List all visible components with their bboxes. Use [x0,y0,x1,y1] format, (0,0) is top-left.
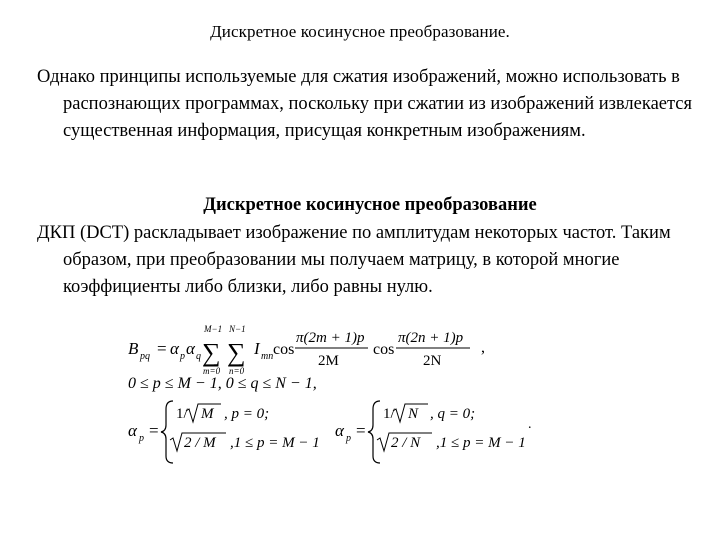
dct-paragraph: ДКП (DCT) раскладывает изображение по амплитудам некоторых частот. Таким образом, при преобразовании мы получаем матрицу, в которой многие коэффициенты либо близки, либо равны нулю. [37,223,671,297]
alpha-p-brace [161,401,173,463]
alpha-p-case1-radicand: M [201,406,214,422]
alpha-p-sub: p [139,433,144,444]
formula-alpha-q: α [186,339,195,358]
alpha-q-case2-radicand: 2 / N [391,435,421,451]
section-heading: Дискретное косинусное преобразование [203,195,537,215]
alpha-p-case1-prefix: 1/ [176,406,188,422]
alpha-q-case2-condition: ,1 ≤ p = M − 1 [436,435,526,451]
frac1-numerator: π(2m + 1)p [296,330,365,346]
alpha-q-case1-condition: , q = 0; [430,406,476,422]
formula-lhs: B [128,339,139,358]
alpha-p-case2-radicand: 2 / M [184,435,216,451]
alpha-p-case1-condition: , p = 0; [224,406,270,422]
formula-I-sub: mn [261,351,274,362]
sum2-upper-limit: N−1 [229,324,246,334]
alpha-q-brace [368,401,380,463]
formula-alpha-q-sub: q [196,351,201,362]
sum1-sigma: ∑ [202,338,221,367]
formula-cos-1: cos [273,341,295,358]
alpha-q-symbol: α [335,421,344,440]
frac1-denominator: 2M [318,353,339,369]
alpha-q-equals: = [356,421,366,440]
alpha-q-sub: p [346,433,351,444]
frac2-denominator: 2N [423,353,442,369]
formula-alpha-p-sub: p [180,351,185,362]
formula-I: I [254,339,260,358]
formula-lhs-subscript: pq [140,351,150,362]
formula-comma: , [481,339,485,356]
formula-end-dot: . [528,417,532,432]
alpha-p-symbol: α [128,421,137,440]
alpha-p-case2-condition: ,1 ≤ p = M − 1 [230,435,320,451]
sum2-lower-limit: n=0 [229,366,245,376]
sum2-sigma: ∑ [227,338,246,367]
formula-equals: = [157,339,167,358]
alpha-q-case1-radicand: N [408,406,419,422]
sum1-upper-limit: M−1 [204,324,223,334]
index-ranges: 0 ≤ p ≤ M − 1, 0 ≤ q ≤ N − 1, [128,375,317,392]
formula-alpha-p: α [170,339,179,358]
intro-paragraph: Однако принципы используемые для сжатия изображений, можно использовать в распознающих программах, поскольку при сжатии из изображений извлекается существенная информация, присущая конкретным изображениям. [37,67,693,141]
alpha-p-equals: = [149,421,159,440]
slide-title: Дискретное косинусное преобразование. [210,22,510,41]
sum1-lower-limit: m=0 [203,366,221,376]
alpha-q-case1-prefix: 1/ [383,406,395,422]
frac2-numerator: π(2n + 1)p [398,330,464,346]
formula-cos-2: cos [373,341,395,358]
